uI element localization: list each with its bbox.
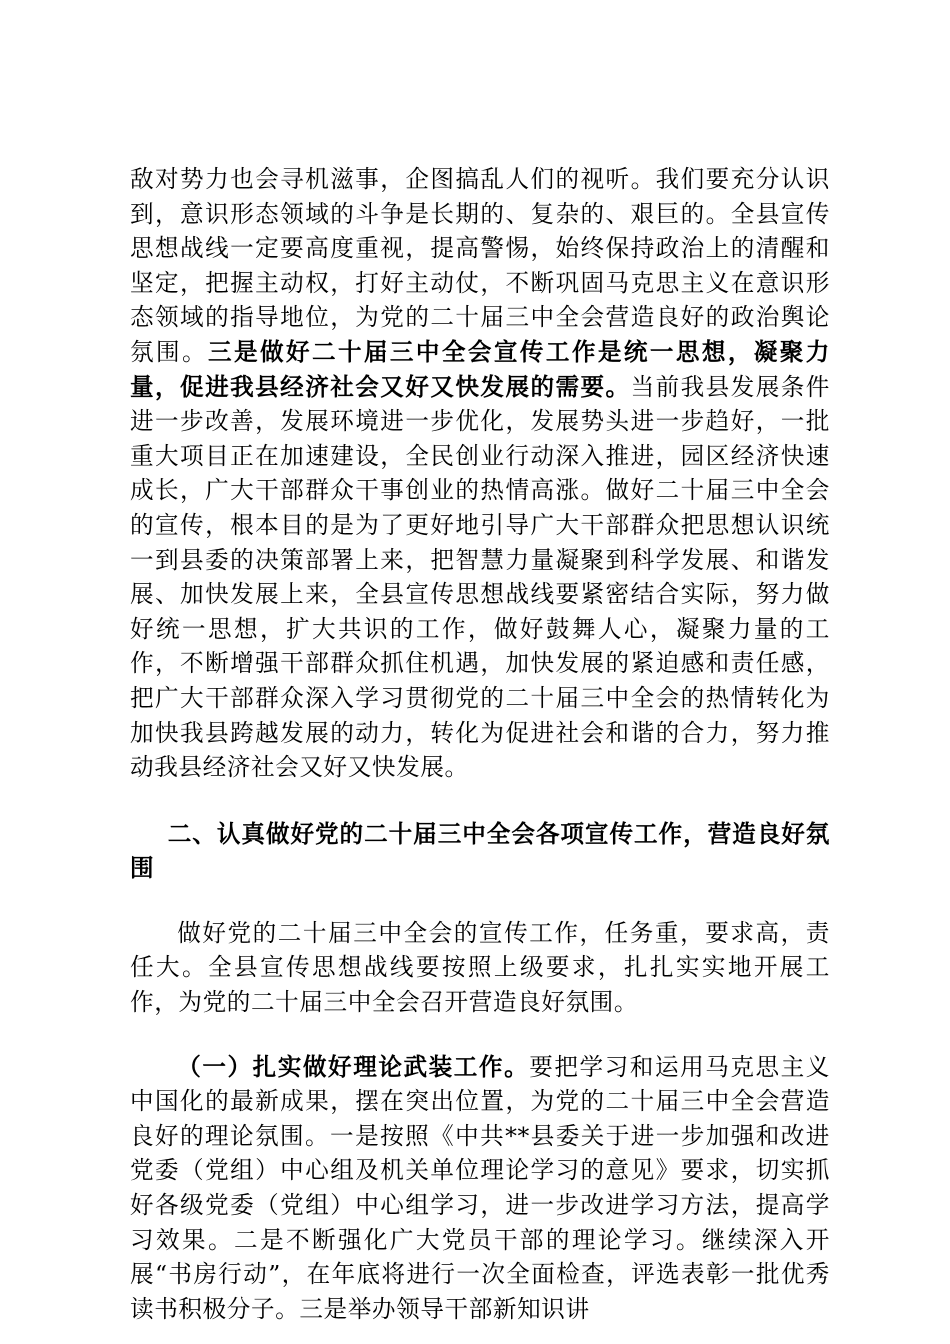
spacer	[130, 886, 830, 916]
section-heading-2: 二、认真做好党的二十届三中全会各项宣传工作，营造良好氛围	[130, 819, 830, 883]
paragraph-3-text-b: 要把学习和运用马克思主义中国化的最新成果，摆在突出位置，为党的二十届三中全会营造良好的理论氛围。一是按照《中共**县委关于进一步加强和改进党委（党组）中心组及机关单位理论学习的意见》要求，切实抓好各级党委（党组）中心组学习，进一步改进学习方法，提高学习效果。二是不断强化广大党员干部的理论学习。继续深入开展“书房行动”，在年底将进行一次全面检查，评选表彰一批优秀读书积极分子。三是举办领导干部新知识讲	[130, 1052, 830, 1323]
paragraph-1-bold-point: 三是做好二十届三中全会宣传工作是统一思想，凝聚力量，促进我县经济社会又好又快发展的需要。	[130, 337, 830, 401]
spacer	[130, 1020, 830, 1050]
document-page	[130, 162, 830, 1326]
body-paragraph-1	[130, 162, 830, 785]
paragraph-1-text-c: 当前我县发展条件进一步改善，发展环境进一步优化，发展势头进一步趋好，一批重大项目正在加速建设，全民创业行动深入推进，园区经济快速成长，广大干部群众干事创业的热情高涨。做好二十届三中全会的宣传，根本目的是为了更好地引导广大干部群众把思想认识统一到县委的决策部署上来，把智慧力量凝聚到科学发展、和谐发展、加快发展上来，全县宣传思想战线要紧密结合实际，努力做好统一思想，扩大共识的工作，做好鼓舞人心，凝聚力量的工作，不断增强干部群众抓住机遇，加快发展的紧迫感和责任感，把广大干部群众深入学习贯彻党的二十届三中全会的热情转化为加快我县跨越发展的动力，转化为促进社会和谐的合力，努力推动我县经济社会又好又快发展。	[130, 372, 830, 782]
paragraph-1-text-a: 敌对势力也会寻机滋事，企图搞乱人们的视听。我们要充分认识到，意识形态领域的斗争是长期的、复杂的、艰巨的。全县宣传思想战线一定要高度重视，提高警惕，始终保持政治上的清醒和坚定，把握主动权，打好主动仗，不断巩固马克思主义在意识形态领域的指导地位，为党的二十届三中全会营造良好的政治舆论氛围。	[130, 165, 830, 366]
body-paragraph-3	[130, 1050, 830, 1327]
subsection-heading-1: （一）扎实做好理论武装工作。	[177, 1052, 530, 1081]
body-paragraph-2: 做好党的二十届三中全会的宣传工作，任务重，要求高，责任大。全县宣传思想战线要按照上级要求，扎扎实实地开展工作，为党的二十届三中全会召开营造良好氛围。	[130, 918, 830, 1017]
spacer	[130, 785, 830, 817]
